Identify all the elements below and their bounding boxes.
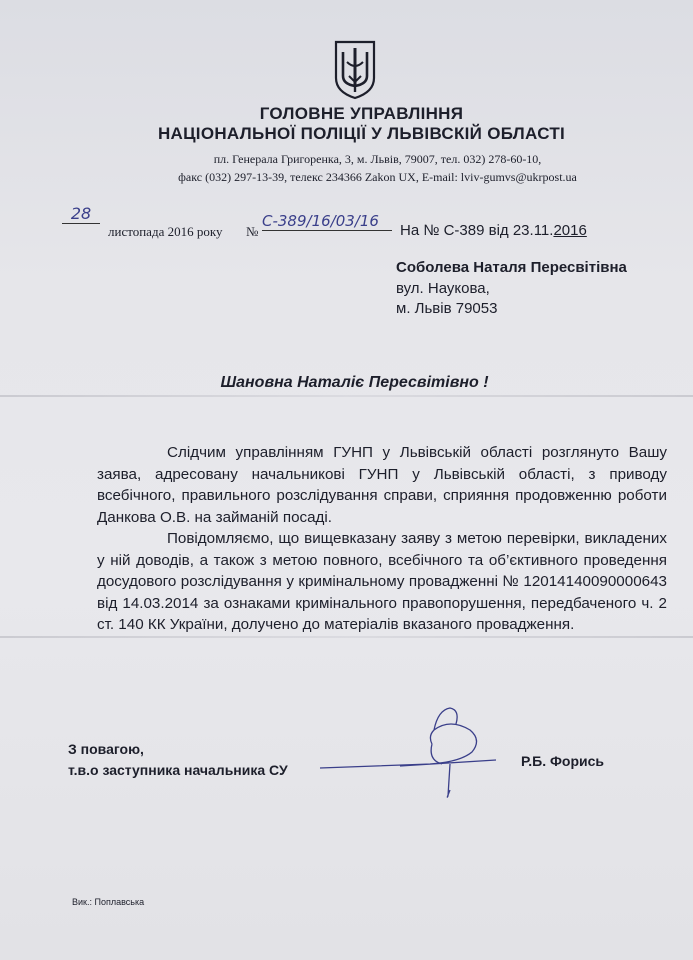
outgoing-number-sign: №: [246, 224, 259, 239]
organization-contacts-line2: факс (032) 297-13-39, телекс 234366 Zakon UX, E-mail: lviv-gumvs@ukrpost.ua: [178, 170, 577, 184]
recipient-street: вул. Наукова,: [396, 280, 490, 297]
salutation: Шановна Наталіє Пересвітівно !: [220, 374, 489, 391]
organization-name-line2: НАЦІОНАЛЬНОЇ ПОЛІЦІЇ У ЛЬВІВСКІЙ ОБЛАСТІ: [157, 124, 566, 143]
closing-block: [68, 739, 288, 781]
closing-regards: З повагою,: [68, 741, 144, 757]
organization-name-line1: ГОЛОВНЕ УПРАВЛІННЯ: [259, 104, 464, 123]
reference-prefix: На № С-389 від 23.11.: [400, 222, 554, 239]
reference-number: [400, 222, 587, 239]
recipient-name: Соболева Наталя Пересвітівна: [396, 259, 627, 276]
handwritten-outgoing-number: С-389/16/03/16: [262, 212, 392, 231]
paper-fold: [0, 395, 693, 397]
executor-note: Вик.: Поплавська: [72, 897, 145, 907]
date-month-year: листопада 2016 року: [108, 224, 223, 239]
handwritten-day: 28: [62, 204, 100, 224]
organization-address-line1: пл. Генерала Григоренка, 3, м. Львів, 79007, тел. 032) 278-60-10,: [213, 152, 542, 166]
trident-coat-of-arms-icon: [333, 40, 377, 100]
body-paragraph-2: Повідомляємо, що вищевказану заяву з метою перевірки, викладених у ній доводів, а також з метою повного, всебічного та об’єктивного проведення досудового розслідування у кримінальному провадженні № 12014140090000643 від 14.03.2014 за ознаками кримінального правопорушення, передбаченого ч. 2 ст. 140 КК України, долучено до матеріалів вказаного провадження.: [97, 530, 667, 633]
signer-position: т.в.о заступника начальника СУ: [68, 762, 288, 778]
paper-fold: [0, 636, 693, 638]
signer-name: Р.Б. Форись: [521, 753, 605, 769]
recipient-city: м. Львів 79053: [396, 300, 498, 317]
reference-year: 2016: [553, 222, 587, 239]
body-paragraph-1: Слідчим управлінням ГУНП у Львівській області розглянуто Вашу заява, адресовану начальникові ГУНП у Львівській області, з приводу всебічного, правильного розслідування справи, сприяння продовженню роботи Данкова О.В. на займаній посаді.: [97, 444, 667, 526]
letter-body: [97, 442, 667, 636]
handwritten-signature: [300, 700, 520, 810]
